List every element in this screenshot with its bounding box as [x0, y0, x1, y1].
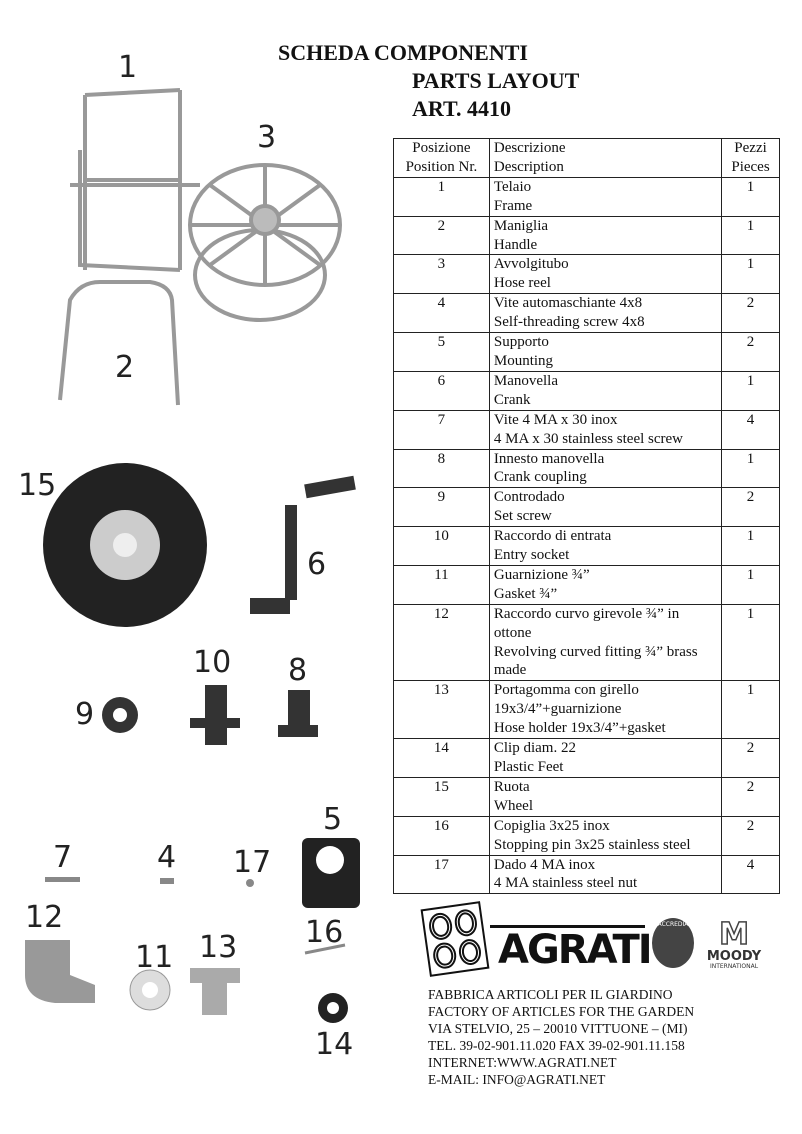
- description-en: Stopping pin 3x25 stainless steel: [493, 836, 691, 853]
- table-row: [394, 371, 780, 410]
- part-label-7: 7: [53, 840, 73, 875]
- description-en: Self-threading screw 4x8: [493, 314, 645, 331]
- description-en: Frame: [493, 197, 533, 214]
- pieces-cell: 2: [722, 739, 780, 778]
- header-description: [489, 139, 721, 178]
- header-position-it: Posizione: [412, 140, 471, 156]
- table-row: [394, 333, 780, 372]
- pieces-cell: 4: [722, 410, 780, 449]
- footer-line: FABBRICA ARTICOLI PER IL GIARDINO: [428, 987, 673, 1002]
- description-it: Dado 4 MA inox: [493, 856, 596, 873]
- table-row: [394, 527, 780, 566]
- table-row: [394, 816, 780, 855]
- description-it: Guarnizione ¾”: [493, 566, 590, 583]
- header-pieces-it: Pezzi: [734, 140, 767, 156]
- position-cell: 7: [394, 410, 490, 449]
- description-en: Hose reel: [493, 275, 551, 292]
- position-cell: 11: [394, 565, 490, 604]
- position-cell: 2: [394, 216, 490, 255]
- description-cell: [489, 488, 721, 527]
- description-en: 4 MA stainless steel nut: [493, 875, 638, 892]
- brand-name: AGRATI: [498, 927, 651, 973]
- footer-website: INTERNET:WWW.AGRATI.NET: [428, 1055, 617, 1070]
- pieces-cell: 2: [722, 816, 780, 855]
- part-label-6: 6: [307, 547, 327, 582]
- company-info: [428, 986, 694, 1088]
- screw-image: [45, 877, 254, 887]
- pieces-cell: 2: [722, 777, 780, 816]
- description-it: Avvolgitubo: [493, 256, 569, 273]
- position-cell: 14: [394, 739, 490, 778]
- position-cell: 12: [394, 604, 490, 681]
- crank-coupling-image: [278, 690, 318, 737]
- part-label-12: 12: [25, 900, 64, 935]
- part-label-16: 16: [305, 915, 344, 950]
- description-en: Set screw: [493, 508, 552, 525]
- part-label-3: 3: [257, 120, 277, 155]
- part-label-4: 4: [157, 840, 177, 875]
- header-description-it: Descrizione: [493, 140, 566, 156]
- footer-address: VIA STELVIO, 25 – 20010 VITTUONE – (MI): [428, 1021, 688, 1036]
- description-cell: [489, 739, 721, 778]
- part-label-15: 15: [18, 468, 57, 503]
- pieces-cell: 1: [722, 255, 780, 294]
- description-it: Innesto manovella: [493, 450, 605, 467]
- part-label-13: 13: [199, 930, 238, 965]
- description-cell: [489, 449, 721, 488]
- header-position: [394, 139, 490, 178]
- table-row: [394, 449, 780, 488]
- clip-image: [318, 993, 348, 1023]
- part-label-14: 14: [315, 1027, 354, 1062]
- frame-image: [70, 90, 200, 270]
- table-row: [394, 777, 780, 816]
- footer-email: E-MAIL: INFO@AGRATI.NET: [428, 1072, 606, 1087]
- pieces-cell: 1: [722, 216, 780, 255]
- table-row: [394, 739, 780, 778]
- pieces-cell: 2: [722, 333, 780, 372]
- sheet-title: SCHEDA COMPONENTI: [278, 40, 528, 65]
- part-label-9: 9: [75, 697, 95, 732]
- description-cell: [489, 333, 721, 372]
- pieces-cell: 2: [722, 294, 780, 333]
- part-label-2: 2: [115, 350, 135, 385]
- table-header-row: [394, 139, 780, 178]
- table-row: [394, 565, 780, 604]
- description-cell: [489, 177, 721, 216]
- description-en: Handle: [493, 236, 538, 253]
- description-it: Portagomma con girello 19x3/4”+guarnizione: [493, 682, 639, 718]
- description-it: Maniglia: [493, 217, 549, 234]
- header-pieces-en: Pieces: [731, 158, 770, 175]
- pieces-cell: 1: [722, 604, 780, 681]
- position-cell: 5: [394, 333, 490, 372]
- table-row: [394, 410, 780, 449]
- position-cell: 4: [394, 294, 490, 333]
- pieces-cell: 1: [722, 177, 780, 216]
- position-cell: 17: [394, 855, 490, 894]
- pieces-cell: 1: [722, 565, 780, 604]
- handle-image: [60, 282, 178, 405]
- table-row: [394, 681, 780, 739]
- description-en: Plastic Feet: [493, 759, 564, 775]
- description-en: Hose holder 19x3/4”+gasket: [493, 720, 666, 737]
- header-position-en: Position Nr.: [405, 158, 478, 175]
- position-cell: 3: [394, 255, 490, 294]
- description-cell: [489, 777, 721, 816]
- footer-line: FACTORY OF ARTICLES FOR THE GARDEN: [428, 1004, 695, 1019]
- part-label-1: 1: [118, 50, 138, 85]
- position-cell: 15: [394, 777, 490, 816]
- gasket-image: [130, 970, 170, 1010]
- pieces-cell: 2: [722, 488, 780, 527]
- position-cell: 6: [394, 371, 490, 410]
- moody-subtext: INTERNATIONAL: [709, 963, 759, 970]
- pieces-cell: 1: [722, 527, 780, 566]
- moody-text: MOODY: [706, 949, 762, 964]
- position-cell: 13: [394, 681, 490, 739]
- header-pieces: [722, 139, 780, 178]
- description-en: 4 MA x 30 stainless steel screw: [493, 430, 683, 447]
- description-it: Clip diam. 22: [493, 740, 576, 757]
- description-en: Wheel: [493, 797, 533, 814]
- description-cell: [489, 565, 721, 604]
- part-label-5: 5: [323, 802, 343, 837]
- pieces-cell: 4: [722, 855, 780, 894]
- position-cell: 1: [394, 177, 490, 216]
- description-it: Vite automaschiante 4x8: [493, 295, 643, 312]
- table-row: [394, 216, 780, 255]
- description-en: Revolving curved fitting ¾” brass made: [493, 643, 698, 679]
- description-it: Raccordo di entrata: [493, 528, 612, 545]
- table-row: [394, 255, 780, 294]
- pieces-cell: 1: [722, 371, 780, 410]
- description-cell: [489, 255, 721, 294]
- parts-table: [393, 138, 780, 894]
- moody-mark-icon: M: [719, 917, 749, 952]
- part-label-11: 11: [135, 940, 174, 975]
- description-it: Copiglia 3x25 inox: [493, 817, 610, 834]
- pieces-cell: 1: [722, 449, 780, 488]
- part-label-17: 17: [233, 845, 272, 880]
- crank-image: [250, 476, 356, 614]
- part-label-8: 8: [288, 653, 308, 688]
- description-it: Supporto: [493, 334, 549, 351]
- pieces-cell: 1: [722, 681, 780, 739]
- description-cell: [489, 294, 721, 333]
- description-cell: [489, 816, 721, 855]
- description-it: Controdado: [493, 489, 565, 506]
- table-row: [394, 855, 780, 894]
- sheet-subtitle: PARTS LAYOUT: [412, 68, 580, 93]
- agrati-logo: [420, 905, 651, 980]
- fitting-12-image: [25, 940, 95, 1003]
- position-cell: 8: [394, 449, 490, 488]
- description-cell: [489, 855, 721, 894]
- description-it: Vite 4 MA x 30 inox: [493, 411, 618, 428]
- description-cell: [489, 371, 721, 410]
- footer-phone: TEL. 39-02-901.11.020 FAX 39-02-901.11.158: [428, 1038, 685, 1053]
- moody-logo: [703, 917, 765, 970]
- description-it: Ruota: [493, 778, 530, 795]
- entry-socket-image: [190, 685, 240, 745]
- hose-reel-image: [190, 165, 340, 320]
- description-en: Crank: [493, 391, 531, 408]
- hose-holder-image: [190, 968, 240, 1015]
- table-row: [394, 604, 780, 681]
- article-number: ART. 4410: [412, 96, 512, 121]
- mounting-image: [302, 838, 360, 908]
- description-cell: [489, 216, 721, 255]
- table-row: [394, 488, 780, 527]
- description-en: Mounting: [493, 352, 554, 369]
- description-it: Manovella: [493, 372, 559, 389]
- accredia-text: ACCREDIA: [657, 921, 689, 928]
- description-cell: [489, 527, 721, 566]
- part-label-10: 10: [193, 645, 232, 680]
- position-cell: 16: [394, 816, 490, 855]
- description-it: Raccordo curvo girevole ¾” in ottone: [493, 605, 680, 641]
- description-cell: [489, 410, 721, 449]
- position-cell: 10: [394, 527, 490, 566]
- description-en: Gasket ¾”: [493, 585, 558, 602]
- description-en: Entry socket: [493, 547, 570, 564]
- table-row: [394, 177, 780, 216]
- description-it: Telaio: [493, 178, 532, 195]
- position-cell: 9: [394, 488, 490, 527]
- wheel-image: [43, 463, 207, 627]
- accredia-logo: [652, 918, 694, 968]
- description-cell: [489, 681, 721, 739]
- description-en: Crank coupling: [493, 469, 587, 486]
- set-screw-image: [102, 697, 138, 733]
- table-row: [394, 294, 780, 333]
- header-description-en: Description: [493, 158, 564, 175]
- description-cell: [489, 604, 721, 681]
